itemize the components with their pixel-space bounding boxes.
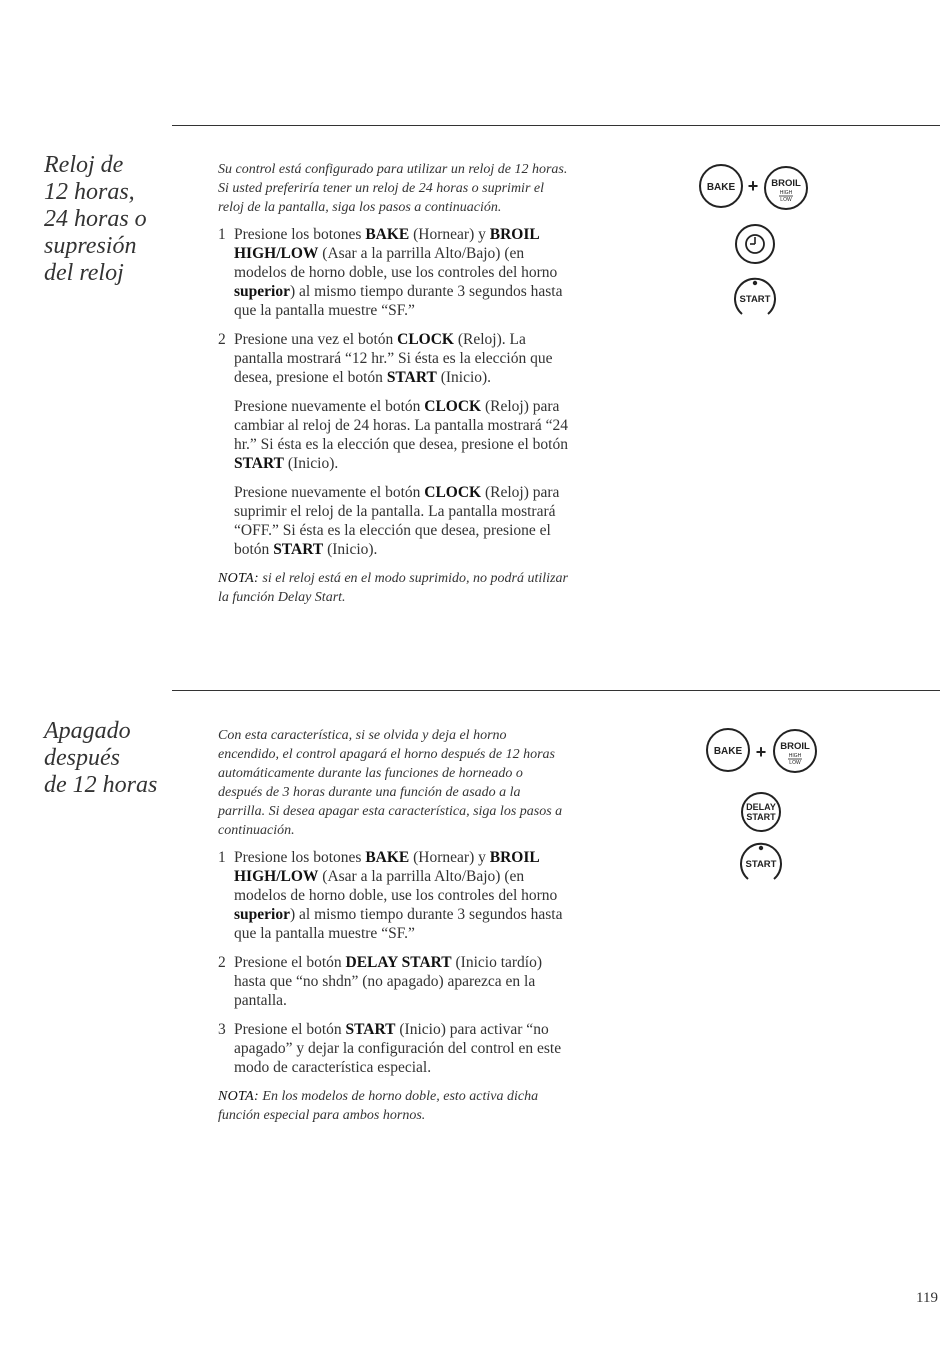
bake-button-icon (700, 165, 742, 207)
svg-text:DELAY: DELAY (746, 802, 776, 812)
svg-text:LOW: LOW (789, 760, 801, 766)
section-divider (172, 690, 940, 691)
section-title-auto-off: Apagado después de 12 horas (44, 718, 158, 798)
button-illustrations-auto-off (703, 727, 823, 892)
start-button-icon (741, 844, 781, 879)
section-title-clock: Reloj de 12 horas, 24 horas o supresión del reloj (44, 152, 147, 286)
plus-icon: + (747, 176, 759, 196)
button-illustrations-clock (697, 164, 817, 329)
svg-text:BROIL: BROIL (780, 741, 810, 752)
note: NOTA: En los modelos de horno doble, esto activa dicha función especial para ambos hornos. (218, 1089, 539, 1123)
svg-text:START: START (739, 294, 771, 305)
svg-text:BROIL: BROIL (771, 178, 801, 189)
svg-text:HIGH: HIGH (788, 753, 802, 759)
paragraph-off: Presione nuevamente el botón CLOCK (Reloj) para suprimir el reloj de la pantalla. La pantalla mostrará “OFF.” Si ésta es la elección que desea, presione el botón START (Inicio). (234, 484, 560, 558)
broil-button-icon (774, 730, 816, 772)
svg-text:HIGH: HIGH (779, 190, 793, 196)
page-number: 119 (916, 1290, 938, 1306)
control-buttons-diagram (703, 727, 823, 892)
delay-start-button-icon (742, 793, 780, 831)
intro-text: Su control está configurado para utilizar un reloj de 12 horas. Si usted preferiría tener un reloj de 24 horas o suprimir el reloj de la pantalla, siga los pasos a continuación. (218, 162, 568, 215)
top-divider (172, 125, 940, 126)
svg-text:START: START (746, 812, 776, 822)
svg-text:BAKE: BAKE (713, 746, 743, 757)
bake-button-icon (707, 729, 749, 771)
plus-icon: + (755, 742, 767, 762)
svg-text:START: START (745, 859, 777, 870)
broil-button-icon (765, 167, 807, 209)
start-button-icon (735, 279, 775, 314)
svg-text:LOW: LOW (780, 197, 792, 203)
svg-text:BAKE: BAKE (706, 182, 736, 193)
clock-button-icon (736, 225, 774, 263)
step-1: 1 Presione los botones BAKE (Hornear) y BROIL HIGH/LOW (Asar a la parrilla Alto/Bajo) (en modelos de horno doble, use los controles del horno superior) al mismo tiempo durante 3 segundos hasta que la pantalla muestre “SF.” (218, 226, 563, 319)
step-1: 1 Presione los botones BAKE (Hornear) y BROIL HIGH/LOW (Asar a la parrilla Alto/Bajo) (en modelos de horno doble, use los controles del horno superior) al mismo tiempo durante 3 segundos hasta que la pantalla muestre “SF.” (218, 849, 563, 942)
paragraph-24hr: Presione nuevamente el botón CLOCK (Reloj) para cambiar al reloj de 24 horas. La pantalla mostrará “24 hr.” Si ésta es la elección que desea, presione el botón START (Inicio). (234, 398, 568, 472)
step-2: 2 Presione el botón DELAY START (Inicio tardío) hasta que “no shdn” (no apagado) aparezca en la pantalla. (218, 954, 543, 1009)
step-2: 2 Presione una vez el botón CLOCK (Reloj). La pantalla mostrará “12 hr.” Si ésta es la elección que desea, presione el botón START (Inicio). (218, 331, 553, 386)
intro-text: Con esta característica, si se olvida y deja el horno encendido, el control apagará el horno después de 12 horas automáticamente durante las funciones de horneado o después de 3 horas durante una función de asado a la parrilla. Si desea apagar esta característica, siga los pasos a continuación. (218, 728, 563, 838)
clock-instructions (218, 160, 570, 607)
control-buttons-diagram (697, 164, 817, 329)
step-3: 3 Presione el botón START (Inicio) para activar “no apagado” y dejar la configuración del control en este modo de característica especial. (218, 1021, 562, 1076)
note: NOTA: si el reloj está en el modo suprimido, no podrá utilizar la función Delay Start. (218, 571, 568, 605)
auto-off-instructions (218, 726, 570, 1125)
